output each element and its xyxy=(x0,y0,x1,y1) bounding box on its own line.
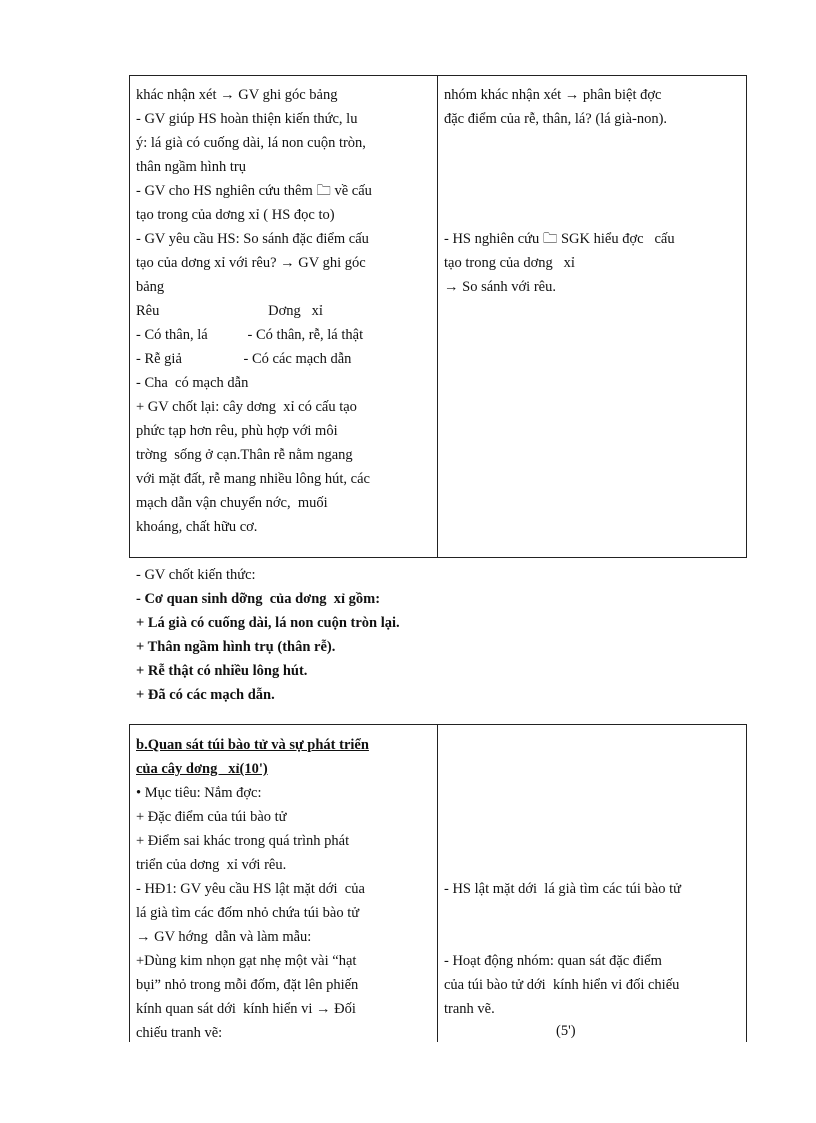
text-line: phức tạp hơn rêu, phù hợp với môi xyxy=(136,423,338,439)
text-line: với mặt đất, rễ mang nhiều lông hút, các xyxy=(136,471,370,487)
text-line: trờng sống ở cạn.Thân rễ nằm ngang xyxy=(136,447,353,463)
text-line: + Đặc điểm của túi bào tử xyxy=(136,809,287,825)
text-line: - Hoạt động nhóm: quan sát đặc điểm xyxy=(444,953,662,969)
summary-line: + Thân ngầm hình trụ (thân rễ). xyxy=(136,639,336,655)
column-divider xyxy=(437,725,438,1042)
text-line: bụi” nhỏ trong mỗi đốm, đặt lên phiến xyxy=(136,977,359,993)
text-line: tạo của dơng xỉ với rêu? → GV ghi góc xyxy=(136,255,366,271)
text-line: tạo trong của dơng xỉ xyxy=(444,255,575,271)
text-line: nhóm khác nhận xét → phân biệt đợc xyxy=(444,87,662,103)
summary-line: + Lá già có cuống dài, lá non cuộn tròn lại. xyxy=(136,615,400,631)
summary-line: - Cơ quan sinh dỡng của dơng xỉ gồm: xyxy=(136,591,381,607)
text-line: ý: lá già có cuống dài, lá non cuộn tròn, xyxy=(136,135,366,151)
column-divider xyxy=(437,76,438,557)
time-note: (5') xyxy=(556,1023,576,1039)
text-line: của túi bào tử dới kính hiển vi đối chiếu xyxy=(444,977,680,993)
text-line: tạo trong của dơng xỉ ( HS đọc to) xyxy=(136,207,335,223)
summary-intro: - GV chốt kiến thức: xyxy=(136,567,256,583)
text-line: - HS lật mặt dới lá già tìm các túi bào tử xyxy=(444,881,681,897)
section-heading: b.Quan sát túi bào tử và sự phát triển xyxy=(136,737,369,753)
section-heading: của cây dơng xỉ(10') xyxy=(136,761,268,777)
text-line: + Điểm sai khác trong quá trình phát xyxy=(136,833,350,849)
text-line: - HS nghiên cứu 🗀 SGK hiểu đợc cấu xyxy=(444,231,675,247)
text-line: tranh vẽ. xyxy=(444,1001,495,1017)
text-line: - Cha có mạch dẫn xyxy=(136,375,249,391)
text-line: mạch dẫn vận chuyển nớc, muối xyxy=(136,495,328,511)
text-line: lá già tìm các đốm nhỏ chứa túi bào tử xyxy=(136,905,360,921)
text-line: khác nhận xét → GV ghi góc bảng xyxy=(136,87,338,103)
text-line: - GV yêu cầu HS: So sánh đặc điểm cấu xyxy=(136,231,369,247)
text-line: bảng xyxy=(136,279,165,295)
text-line: → So sánh với rêu. xyxy=(444,279,556,295)
text-line: +Dùng kim nhọn gạt nhẹ một vài “hạt xyxy=(136,953,357,969)
text-line: Rêu Dơng xỉ xyxy=(136,303,323,319)
text-line: - Có thân, lá - Có thân, rễ, lá thật xyxy=(136,327,364,343)
text-line: + GV chốt lại: cây dơng xỉ có cấu tạo xyxy=(136,399,357,415)
text-line: kính quan sát dới kính hiển vi → Đối xyxy=(136,1001,356,1017)
text-line: thân ngầm hình trụ xyxy=(136,159,246,175)
text-line: - HĐ1: GV yêu cầu HS lật mặt dới của xyxy=(136,881,365,897)
text-line: chiếu tranh vẽ: xyxy=(136,1025,223,1041)
text-line: đặc điểm của rễ, thân, lá? (lá già-non). xyxy=(444,111,668,127)
text-line: khoáng, chất hữu cơ. xyxy=(136,519,258,535)
text-line: - Rễ giả - Có các mạch dẫn xyxy=(136,351,352,367)
text-line: - GV cho HS nghiên cứu thêm 🗀 về cấu xyxy=(136,183,372,199)
text-line: triển của dơng xỉ với rêu. xyxy=(136,857,287,873)
text-line: → GV hớng dẫn và làm mẫu: xyxy=(136,929,312,945)
summary-line: + Đã có các mạch dẫn. xyxy=(136,687,275,703)
text-line: - GV giúp HS hoàn thiện kiến thức, lu xyxy=(136,111,358,127)
summary-line: + Rễ thật có nhiều lông hút. xyxy=(136,663,308,679)
text-line: • Mục tiêu: Nắm đợc: xyxy=(136,785,262,801)
